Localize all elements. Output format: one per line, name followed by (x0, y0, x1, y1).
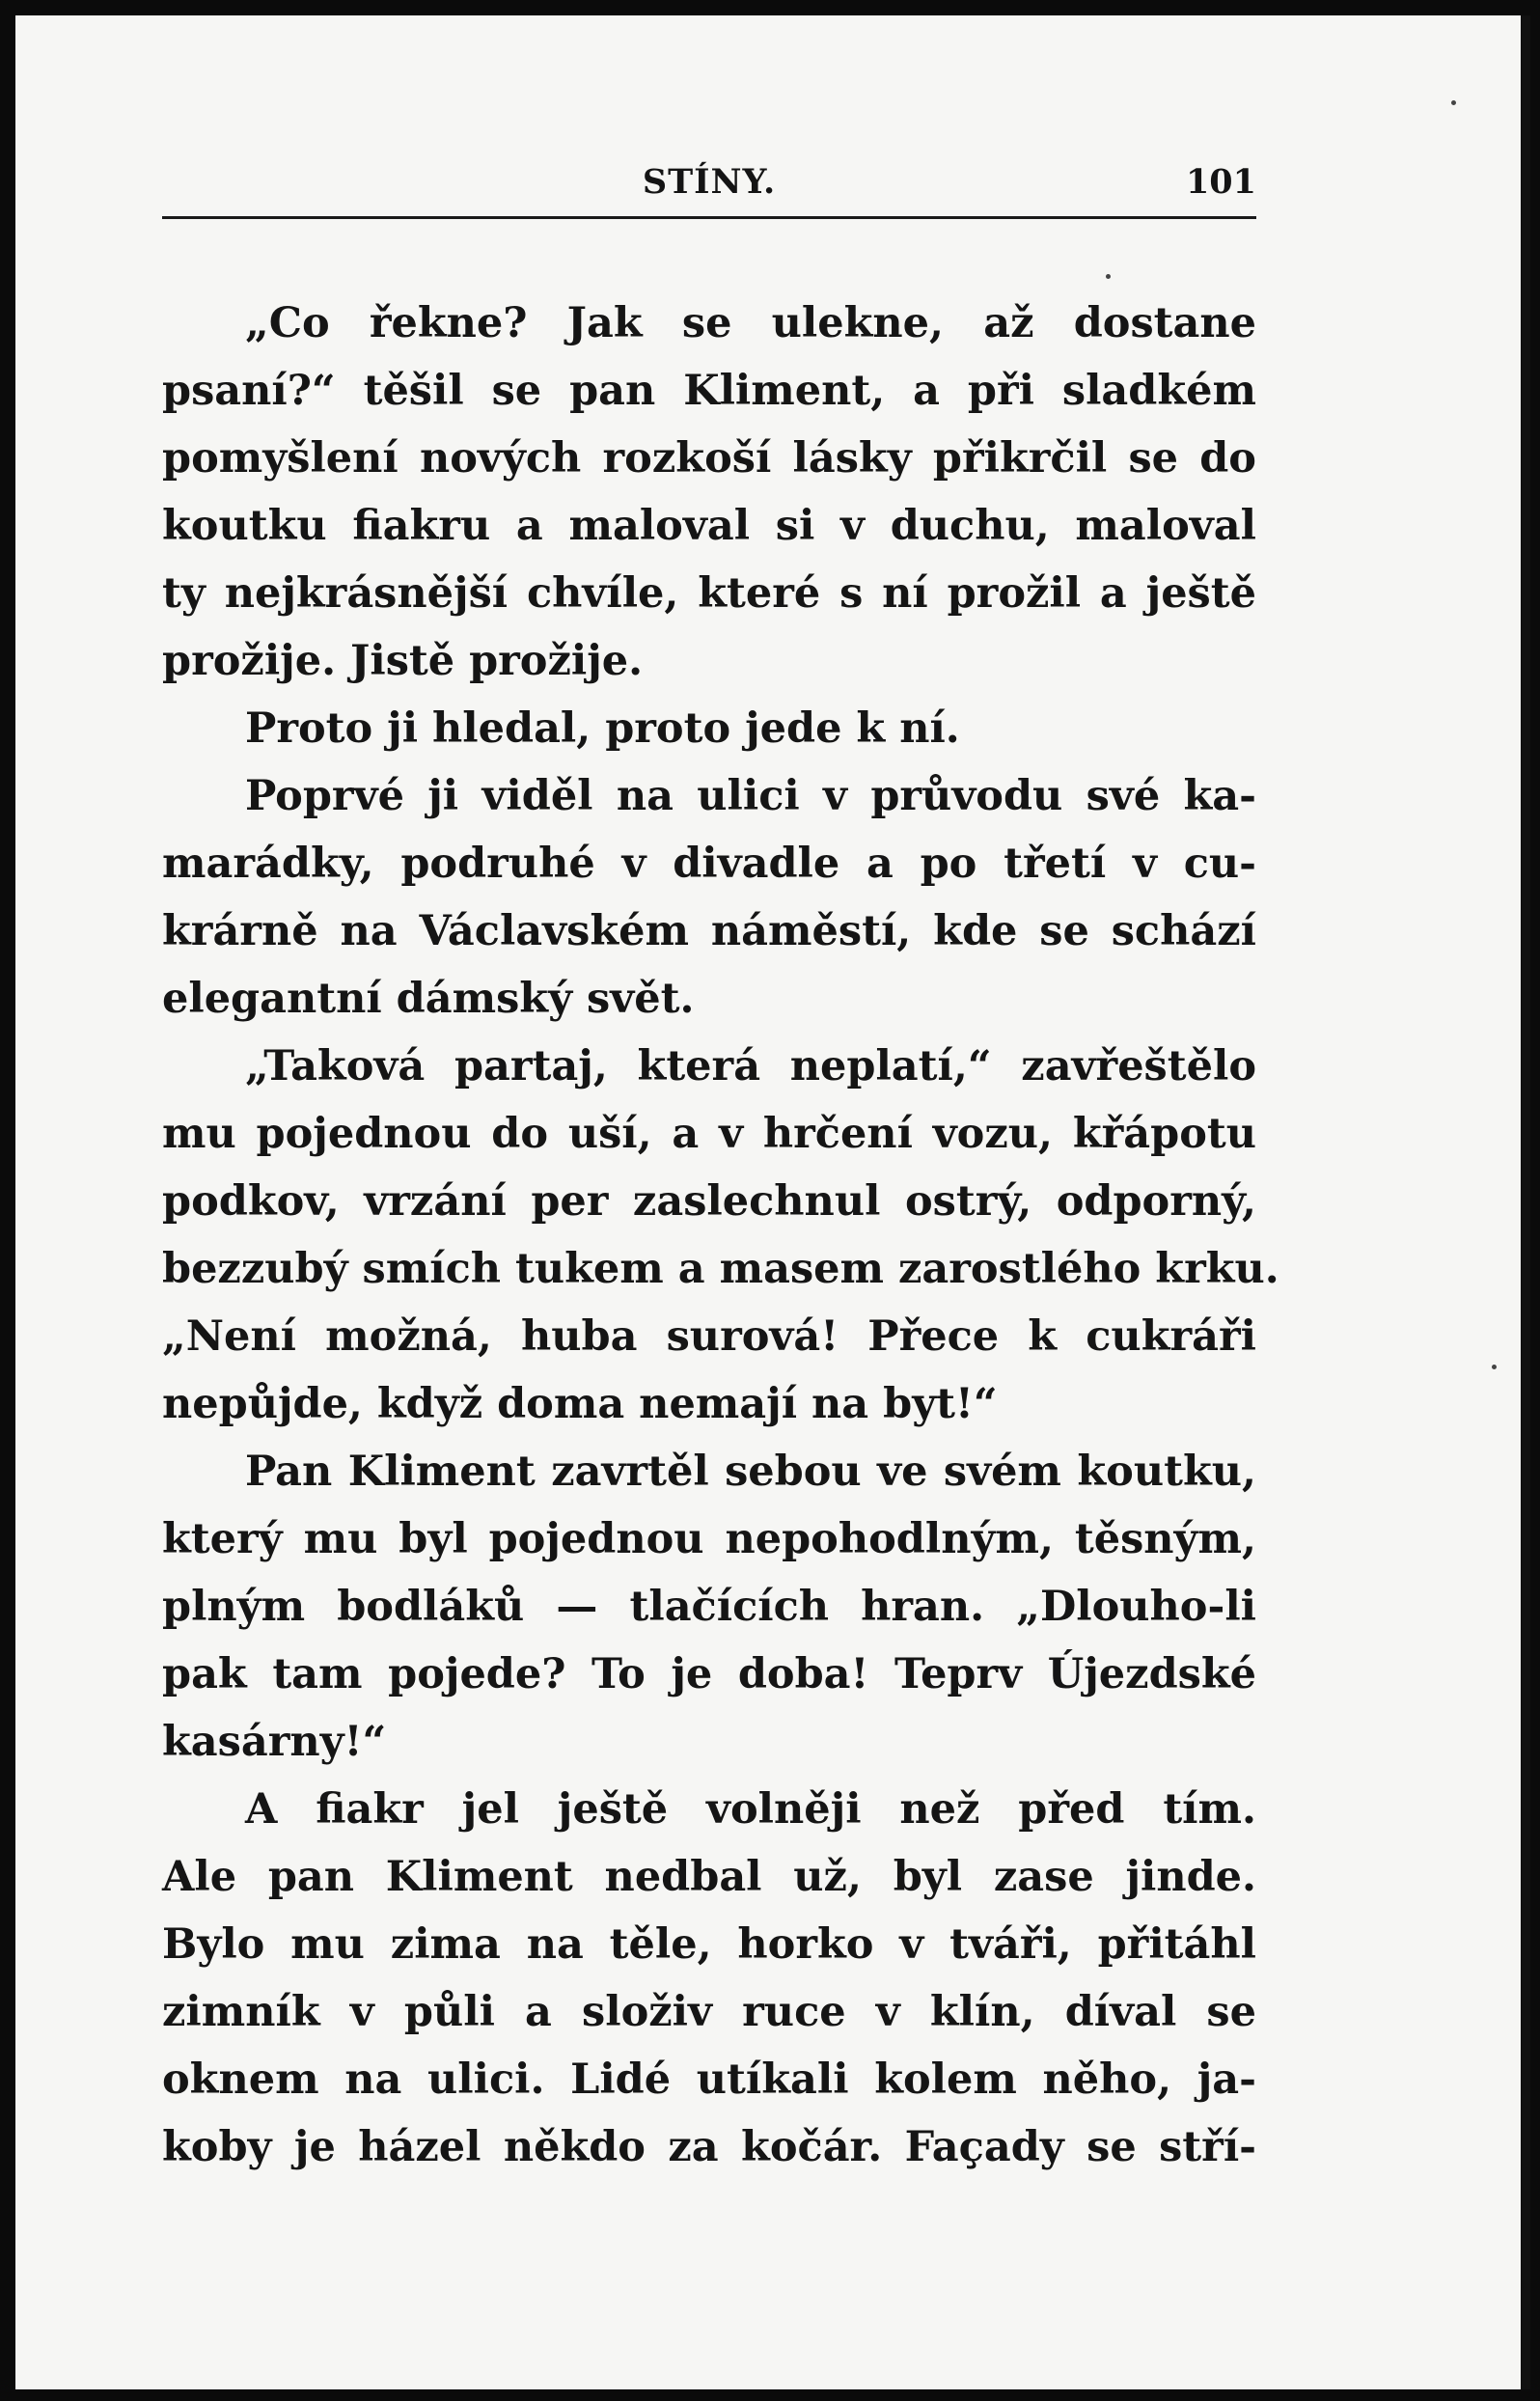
text-line: „Není možná, huba surová! Přece k cukráři (162, 1312, 1256, 1361)
text-line: ty nejkrásnější chvíle, které s ní prožil a ještě (162, 569, 1256, 618)
header-rule (162, 216, 1256, 219)
text-line: prožije. Jistě prožije. (162, 637, 644, 685)
text-line: podkov, vrzání per zaslechnul ostrý, odporný, (162, 1177, 1256, 1226)
text-line: nepůjde, když doma nemají na byt!“ (162, 1380, 998, 1428)
text-line: pomyšlení nových rozkoší lásky přikrčil se do (162, 434, 1256, 483)
text-line: bezzubý smích tukem a masem zarostlého krku. (162, 1245, 1279, 1293)
paper-speck (1106, 274, 1111, 279)
text-line: Pan Kliment zavrtěl sebou ve svém koutku, (245, 1448, 1256, 1496)
text-line: „Taková partaj, která neplatí,“ zavřeštělo (245, 1042, 1256, 1090)
text-line: oknem na ulici. Lidé utíkali kolem něho, ja- (162, 2056, 1256, 2104)
text-line: Proto ji hledal, proto jede k ní. (245, 704, 960, 753)
text-line: krárně na Václavském náměstí, kde se schází (162, 907, 1256, 955)
text-line: mu pojednou do uší, a v hrčení vozu, křápotu (162, 1110, 1256, 1158)
text-line: zimník v půli a složiv ruce v klín, díval se (162, 1988, 1256, 2036)
text-line: Ale pan Kliment nedbal už, byl zase jinde. (162, 1853, 1256, 1901)
text-line: koby je házel někdo za kočár. Façady se stří- (162, 2123, 1256, 2171)
paper-speck (1492, 1365, 1497, 1369)
paper-speck (1451, 100, 1456, 105)
text-line: koutku fiakru a maloval si v duchu, maloval (162, 502, 1256, 550)
text-line: který mu byl pojednou nepohodlným, těsným, (162, 1515, 1256, 1563)
text-line: Bylo mu zima na těle, horko v tváři, přitáhl (162, 1920, 1256, 1969)
text-line: marádky, podruhé v divadle a po třetí v cu- (162, 840, 1256, 888)
body-text (162, 290, 1279, 2181)
text-line: psaní?“ těšil se pan Kliment, a při sladkém (162, 367, 1256, 415)
page-number: 101 (1185, 162, 1256, 202)
page-header (162, 162, 1256, 218)
text-line: plným bodláků — tlačících hran. „Dlouho-li (162, 1583, 1256, 1631)
text-line: A fiakr jel ještě volněji než před tím. (245, 1785, 1256, 1834)
text-line: pak tam pojede? To je doba! Teprv Újezdské (162, 1650, 1256, 1698)
text-line: Poprvé ji viděl na ulici v průvodu své ka- (245, 772, 1256, 820)
text-line: elegantní dámský svět. (162, 975, 695, 1023)
text-line: kasárny!“ (162, 1718, 387, 1766)
text-line: „Co řekne? Jak se ulekne, až dostane (245, 299, 1256, 347)
running-title: STÍNY. (642, 162, 777, 202)
